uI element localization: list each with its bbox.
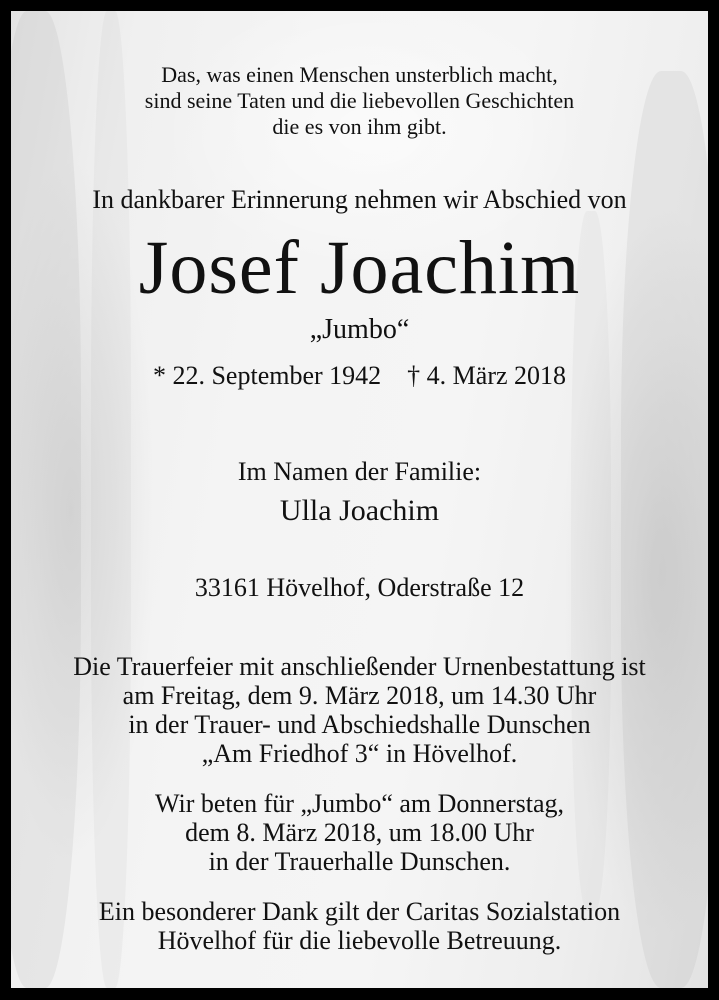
quote-line-2: sind seine Taten und die liebevollen Geschichten xyxy=(144,88,575,113)
prayer-line-1: Wir beten für „Jumbo“ am Donnerstag, xyxy=(154,789,565,818)
birth-date: * 22. September 1942 xyxy=(152,361,382,390)
family-name: Ulla Joachim xyxy=(279,494,440,527)
funeral-line-3: in der Trauer- und Abschiedshalle Dunschen xyxy=(128,710,591,739)
funeral-line-2: am Freitag, dem 9. März 2018, um 14.30 Uhr xyxy=(122,681,597,710)
funeral-line-1: Die Trauerfeier mit anschließender Urnenbestattung ist xyxy=(73,652,646,681)
prayer-line-3: in der Trauerhalle Dunschen. xyxy=(208,847,511,876)
quote-line-3: die es von ihm gibt. xyxy=(272,114,447,139)
family-label: Im Namen der Familie: xyxy=(237,457,482,486)
thanks-line-2: Hövelhof für die liebevolle Betreuung. xyxy=(157,926,562,955)
deceased-name: Josef Joachim xyxy=(138,226,581,310)
nickname: „Jumbo“ xyxy=(309,314,410,345)
intro-text: In dankbarer Erinnerung nehmen wir Abschied von xyxy=(92,185,627,214)
funeral-line-4: „Am Friedhof 3“ in Hövelhof. xyxy=(201,739,518,768)
quote-line-1: Das, was einen Menschen unsterblich macht, xyxy=(161,62,558,87)
prayer-line-2: dem 8. März 2018, um 18.00 Uhr xyxy=(185,818,534,847)
address: 33161 Hövelhof, Oderstraße 12 xyxy=(194,573,525,602)
thanks-line-1: Ein besonderer Dank gilt der Caritas Sozialstation xyxy=(98,897,621,926)
life-dates xyxy=(11,361,708,391)
death-date: † 4. März 2018 xyxy=(407,361,567,390)
obituary-card xyxy=(11,11,708,988)
